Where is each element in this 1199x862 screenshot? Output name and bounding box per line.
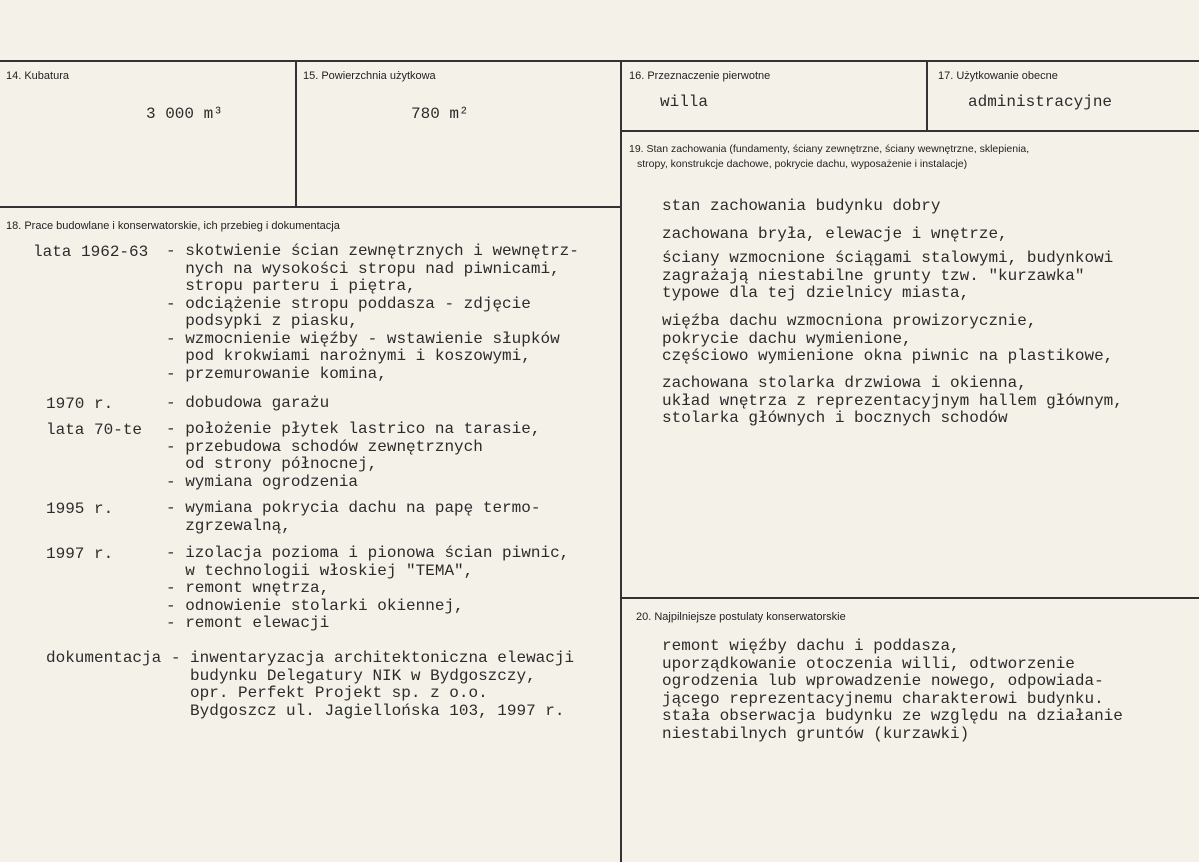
work-date: 1997 r.: [46, 545, 114, 563]
documentation-block: [46, 650, 574, 720]
field-19-line: zagrażają niestabilne grunty tzw. "kurzawka": [662, 266, 1085, 285]
rule-above-20: [620, 597, 1199, 599]
field-17-value: administracyjne: [968, 93, 1113, 111]
work-line: - remont wnętrza,: [166, 579, 330, 597]
field-19-line: więźba dachu wzmocniona prowizorycznie,: [662, 312, 1037, 330]
field-19-line: stolarka głównych i bocznych schodów: [662, 409, 1008, 427]
field-19-line: stan zachowania budynku dobry: [662, 197, 941, 215]
work-entry-1: [166, 243, 579, 383]
work-line: - odciążenie stropu poddasza - zdjęcie: [166, 294, 531, 313]
divider-main: [620, 60, 622, 862]
work-line: stropu parteru i piętra,: [166, 277, 416, 295]
postulate-line: jącego reprezentacyjnemu charakterowi budynku.: [662, 689, 1104, 708]
field-19-line: zachowana stolarka drzwiowa i okienna,: [662, 374, 1027, 392]
work-line: - przemurowanie komina,: [166, 364, 387, 383]
field-19-line: częściowo wymienione okna piwnic na plastikowe,: [662, 347, 1114, 365]
field-16-label: 16. Przeznaczenie pierwotne: [629, 70, 771, 82]
work-entry-2: [166, 395, 329, 413]
field-19-line: pokrycie dachu wymienione,: [662, 329, 912, 348]
work-date: 1970 r.: [46, 395, 114, 413]
field-19-label-line1: 19. Stan zachowania (fundamenty, ściany zewnętrzne, ściany wewnętrzne, sklepienia,: [629, 143, 1030, 155]
work-line: zgrzewalną,: [166, 516, 291, 535]
field-15-value: 780 m²: [411, 105, 469, 123]
work-line: w technologii włoskiej "TEMA",: [166, 561, 474, 580]
field-19-paragraph-1: [662, 198, 940, 216]
work-entry-5: [166, 545, 569, 633]
work-line: podsypki z piasku,: [166, 312, 359, 330]
field-19-paragraph-5: [662, 375, 1123, 428]
postulate-line: uporządkowanie otoczenia willi, odtworzenie: [662, 654, 1075, 673]
work-date: lata 70-te: [46, 421, 143, 439]
work-entry-3: [166, 421, 540, 491]
postulate-line: niestabilnych gruntów (kurzawki): [662, 724, 970, 743]
work-line: - wymiana pokrycia dachu na papę termo-: [166, 499, 541, 517]
field-20-label: 20. Najpilniejsze postulaty konserwatorskie: [636, 611, 846, 623]
documentation-line: budynku Delegatury NIK w Bydgoszczy,: [46, 666, 536, 685]
work-line: - wymiana ogrodzenia: [166, 472, 359, 491]
work-line: - skotwienie ścian zewnętrznych i wewnętrz-: [166, 242, 579, 260]
rule-above-18: [0, 206, 622, 208]
documentation-line: Bydgoszcz ul. Jagiellońska 103, 1997 r.: [46, 701, 565, 720]
work-line: - wzmocnienie więźby - wstawienie słupków: [166, 329, 560, 348]
work-date: lata 1962-63: [33, 243, 149, 261]
postulate-line: remont więźby dachu i poddasza,: [662, 637, 960, 655]
work-line: nych na wysokości stropu nad piwnicami,: [166, 259, 560, 278]
field-20-body: [662, 638, 1123, 743]
field-19-paragraph-4: [662, 313, 1113, 366]
work-entry-4: [166, 500, 540, 535]
work-line: - położenie płytek lastrico na tarasie,: [166, 420, 541, 438]
work-line: od strony północnej,: [166, 455, 378, 473]
documentation-line: dokumentacja - inwentaryzacja architektoniczna elewacji: [46, 649, 575, 667]
postulate-line: ogrodzenia lub wprowadzenie nowego, odpowiada-: [662, 672, 1104, 690]
rule-under-16-17: [620, 130, 1199, 132]
documentation-line: opr. Perfekt Projekt sp. z o.o.: [46, 684, 488, 702]
field-15-label: 15. Powierzchnia użytkowa: [303, 70, 436, 82]
work-line: - przebudowa schodów zewnętrznych: [166, 437, 483, 456]
work-line: pod krokwiami narożnymi i koszowymi,: [166, 347, 531, 365]
field-19-label-line2: stropy, konstrukcje dachowe, pokrycie dachu, wyposażenie i instalacje): [637, 158, 968, 170]
work-date: 1995 r.: [46, 500, 114, 518]
top-rule: [0, 60, 1199, 62]
field-14-value: 3 000 m³: [146, 105, 223, 123]
field-19-line: zachowana bryła, elewacje i wnętrze,: [662, 225, 1008, 243]
field-19-line: typowe dla tej dzielnicy miasta,: [662, 284, 970, 302]
divider-16-17: [926, 60, 928, 131]
work-line: - odnowienie stolarki okiennej,: [166, 596, 464, 615]
field-14-label: 14. Kubatura: [6, 70, 69, 82]
field-17-label: 17. Użytkowanie obecne: [938, 70, 1058, 82]
field-19-line: układ wnętrza z reprezentacyjnym hallem głównym,: [662, 391, 1123, 410]
work-line: - remont elewacji: [166, 614, 330, 632]
field-19-line: ściany wzmocnione ściągami stalowymi, budynkowi: [662, 249, 1114, 267]
work-line: - dobudowa garażu: [166, 394, 330, 412]
field-18-label: 18. Prace budowlane i konserwatorskie, ich przebieg i dokumentacja: [6, 220, 340, 232]
postulate-line: stała obserwacja budynku ze względu na działanie: [662, 707, 1123, 725]
field-19-paragraph-2: [662, 226, 1008, 244]
work-line: - izolacja pozioma i pionowa ścian piwnic,: [166, 544, 570, 562]
divider-14-15: [295, 60, 297, 207]
field-19-paragraph-3: [662, 250, 1113, 303]
field-16-value: willa: [660, 93, 709, 111]
